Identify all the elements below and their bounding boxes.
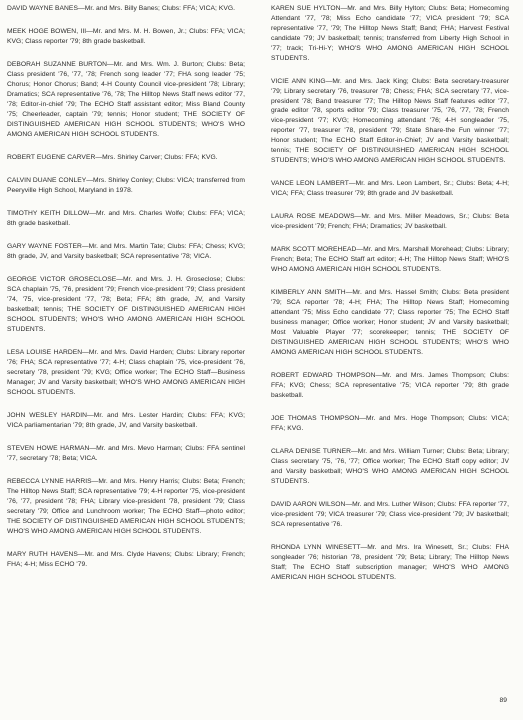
senior-entry [7, 275, 245, 334]
student-name: CALVIN DUANE CONLEY [7, 177, 87, 185]
student-name: STEVEN HOWE HARMAN [7, 445, 90, 453]
student-details: —Mr. and Mrs. Martin Tate; Clubs: FFA; Chess; KVG; 8th grade, JV, and Varsity basketball; SCA representative '78; VICA. [7, 243, 245, 261]
student-details: —Mrs. Shirley Carver; Clubs: FFA; KVG. [95, 153, 218, 161]
student-name: REBECCA LYNNE HARRIS [7, 478, 92, 486]
senior-entry [271, 212, 509, 232]
senior-entry [7, 60, 245, 139]
student-details: —Mr. and Mrs. Wm. J. Burton; Clubs: Beta; Class president '76, '77, '78; French song leader '77; FHA song leader '75; Chorus; Honor Chorus; Band; 4-H County Council vice-president '78; Library; Dramatics; SCA representative '76, '78; The Hilltop News Staff news editor '77, '78; Editor-in-chief '79; The ECHO Staff assistant editor; Miss Bland County '75; Cheerleader, captain '79; tennis; Honor student; THE SOCIETY OF DISTINGUISHED AMERICAN HIGH SCHOOL STUDENTS; WHO'S WHO AMONG AMERICAN HIGH SCHOOL STUDENTS. [7, 61, 246, 138]
student-details: —Mr. and Mrs. Jack King; Clubs: Beta secretary-treasurer '79; Library secretary '76, treasurer '78; Chess; FHA; SCA secretary '77, vice-president '78; Band treasurer '77; The Hilltop News Staff features editor '77, grade editor '78, sports editor '79; Class treasurer '75, '76, '77, '78; French vice-president '77; KVG; Homecoming attendant '76; 4-H songleader '75, reporter '77, treasurer '78, president '79; State Share-the Fun winner '77; Honor student; The ECHO Staff Editor-in-Chief; JV and Varsity basketball; tennis; THE SOCIETY OF DISTINGUISHED AMERICAN HIGH SCHOOL STUDENTS; WHO'S WHO AMONG AMERICAN HIGH SCHOOL STUDENTS. [271, 77, 509, 164]
senior-entry [7, 444, 245, 464]
student-name: RHONDA LYNN WINESETT [271, 544, 361, 552]
student-details: —Mr. and Mrs. Clyde Havens; Clubs: Library; French; FHA; 4-H; Miss ECHO '79. [7, 550, 245, 568]
student-name: GARY WAYNE FOSTER [7, 243, 82, 251]
student-name: MARY RUTH HAVENS [7, 550, 78, 558]
student-details: —Mr. and Mrs. J. H. Groseclose; Clubs: SCA chaplain '75, '76, president '79; French vice-president '79; Class president '74, '75, vice-president '77, '78; Beta; FFA; 8th grade, JV, and Varsity basketball; tennis; THE SOCIETY OF DISTINGUISHED AMERICAN HIGH SCHOOL STUDENTS; WHO'S WHO AMONG AMERICAN HIGH SCHOOL STUDENTS. [7, 276, 245, 333]
student-name: ROBERT EDWARD THOMPSON [271, 372, 376, 380]
student-details: —Mr. and Mrs. Miller Meadows, Sr.; Clubs: Beta vice-president '79; French; FHA; Dramatics; JV basketball. [271, 213, 510, 231]
student-name: KAREN SUE HYLTON [271, 5, 341, 12]
senior-entry [271, 77, 509, 166]
student-details: —Mr. and Mrs. David Harden; Clubs: Library reporter '76; FHA; SCA representative '77; 4-H; Class chaplain '75, vice-president '76, secretary '78, president '79; KVG; Office worker; The ECHO Staff—Business Manager; JV and Varsity basketball; WHO'S WHO AMONG AMERICAN HIGH SCHOOL STUDENTS. [7, 349, 246, 396]
senior-entry [271, 179, 509, 199]
student-name: LAURA ROSE MEADOWS [271, 213, 355, 221]
senior-entry [7, 348, 245, 398]
left-column [7, 4, 245, 596]
senior-entry [7, 209, 245, 229]
senior-listing [7, 4, 509, 596]
student-details: —Mr. and Mrs. Hassel Smith; Clubs: Beta president '79; SCA reporter '78; 4-H; FHA; The Hilltop News Staff; Homecoming attendant '75; Miss Echo candidate '77; Class reporter '75; The ECHO Staff business manager; Office worker; Honor student; JV and Varsity basketball; Most Valuable Player '77; scorekeeper; tennis; THE SOCIETY OF DISTINGUISHED AMERICAN HIGH SCHOOL STUDENTS; WHO'S WHO AMONG AMERICAN HIGH SCHOOL STUDENTS. [271, 289, 509, 356]
student-name: CLARA DENISE TURNER [271, 448, 352, 456]
senior-entry [7, 242, 245, 262]
senior-entry [271, 4, 509, 63]
student-details: —Mr. and Mrs. Hoge Thompson; Clubs: VICA; FFA; KVG. [271, 415, 509, 432]
student-name: KIMBERLY ANN SMITH [271, 289, 346, 297]
student-details: —Mr. and Mrs. Ira Winesett, Sr.; Clubs: FHA songleader '76; historian '78, president '79; Beta; Library; The Hilltop News Staff; The ECHO Staff subscription manager; WHO'S WHO AMONG AMERICAN HIGH SCHOOL STUDENTS. [271, 544, 509, 581]
student-name: TIMOTHY KEITH DILLOW [7, 210, 90, 218]
student-name: GEORGE VICTOR GROSECLOSE [7, 276, 117, 284]
student-details: —Mr. and Mrs. James Thompson; Clubs: FFA; KVG; Chess; SCA representative '75; VICA reporter '79; 8th grade basketball. [271, 372, 509, 399]
student-details: —Mr. and Mrs. Lester Hardin; Clubs: FFA; KVG; VICA parliamentarian '79; 8th grade, JV, and Varsity basketball. [7, 411, 245, 429]
right-column [271, 4, 509, 596]
student-details: —Mr. and Mrs. Billy Hylton; Clubs: Beta; Homecoming Attendant '77, '78; Miss Echo candidate '77; VICA president '79; SCA representative '77, '79; The Hilltop News Staff; Band; FHA; Harvest Festival candidate '79; JV basketball; tennis; transferred from Liberty High School in '77; track; Tri-Hi-Y; WHO'S WHO AMONG AMERICAN HIGH SCHOOL STUDENTS. [271, 5, 509, 62]
student-name: JOHN WESLEY HARDIN [7, 411, 88, 419]
student-name: MEEK HOGE BOWEN, III [7, 28, 87, 36]
student-details: —Mr. and Mrs. Marshall Morehead; Clubs: Library; French; Beta; The ECHO Staff art editor; 4-H; The Hilltop News Staff; WHO'S WHO AMONG AMERICAN HIGH SCHOOL STUDENTS. [271, 246, 509, 274]
student-name: VANCE LEON LAMBERT [271, 180, 349, 188]
student-details: —Mr. and Mrs. William Turner; Clubs: Beta; Library; Class secretary '75, '76, '77; Office worker; The ECHO Staff copy editor; JV and Varsity basketball; WHO'S WHO AMONG AMERICAN HIGH SCHOOL STUDENTS. [271, 448, 509, 485]
senior-entry [271, 371, 509, 401]
senior-entry [7, 176, 245, 196]
student-details: —Mr. and Mrs. M. H. Bowen, Jr.; Clubs: FFA; VICA; KVG; Class reporter '79; 8th grade basketball. [7, 28, 245, 46]
student-details: —Mr. and Mrs. Mevo Harman; Clubs: FFA sentinel '77, secretary '78; Beta; VICA. [7, 445, 245, 462]
student-details: —Mr. and Mrs. Henry Harris; Clubs: Beta; French; The Hilltop News Staff; SCA representative '79; 4-H reporter '75, vice-president '76, '77, president '78; FHA; Library vice-president '78, president '79; Class secretary '79; Office and Lunchroom worker; The ECHO Staff—photo editor; THE SOCIETY OF DISTINGUISHED AMERICAN HIGH SCHOOL STUDENTS; WHO'S WHO AMONG AMERICAN HIGH SCHOOL STUDENTS. [7, 478, 245, 535]
senior-entry [7, 411, 245, 431]
student-details: —Mr. and Mrs. Leon Lambert, Sr.; Clubs: Beta; 4-H; VICA; FFA; Class treasurer '79; 8th grade and JV basketball. [271, 180, 509, 198]
student-name: JOE THOMAS THOMPSON [271, 415, 360, 423]
student-name: DAVID WAYNE BANES [7, 5, 78, 12]
senior-entry [271, 288, 509, 357]
student-name: VICIE ANN KING [271, 77, 326, 85]
senior-entry [271, 543, 509, 583]
student-details: —Mr. and Mrs. Charles Wolfe; Clubs: FFA; VICA; 8th grade basketball. [7, 210, 245, 228]
student-details: —Mr. and Mrs. Luther Wilson; Clubs: FFA reporter '77, vice-president '79; VICA treasurer '79; Class vice-president '79; JV basketball; SCA representative '76. [271, 501, 509, 528]
student-details: —Mr. and Mrs. Billy Banes; Clubs: FFA; VICA; KVG. [77, 5, 236, 12]
student-name: ROBERT EUGENE CARVER [7, 153, 96, 161]
senior-entry [271, 447, 509, 487]
student-details: —Mrs. Shirley Conley; Clubs: VICA; transferred from Peeryville High School, Maryland in 1978. [7, 177, 245, 194]
student-name: LESA LOUISE HARDEN [7, 349, 83, 357]
senior-entry [7, 4, 245, 14]
senior-entry [7, 550, 245, 570]
senior-entry [271, 245, 509, 275]
student-name: DEBORAH SUZANNE BURTON [7, 61, 108, 69]
senior-entry [271, 500, 509, 530]
senior-entry [7, 27, 245, 47]
senior-entry [271, 414, 509, 434]
page-number: 89 [499, 697, 507, 704]
student-name: MARK SCOTT MOREHEAD [271, 246, 357, 254]
student-name: DAVID AARON WILSON [271, 501, 346, 509]
senior-entry [7, 153, 245, 163]
senior-entry [7, 477, 245, 536]
